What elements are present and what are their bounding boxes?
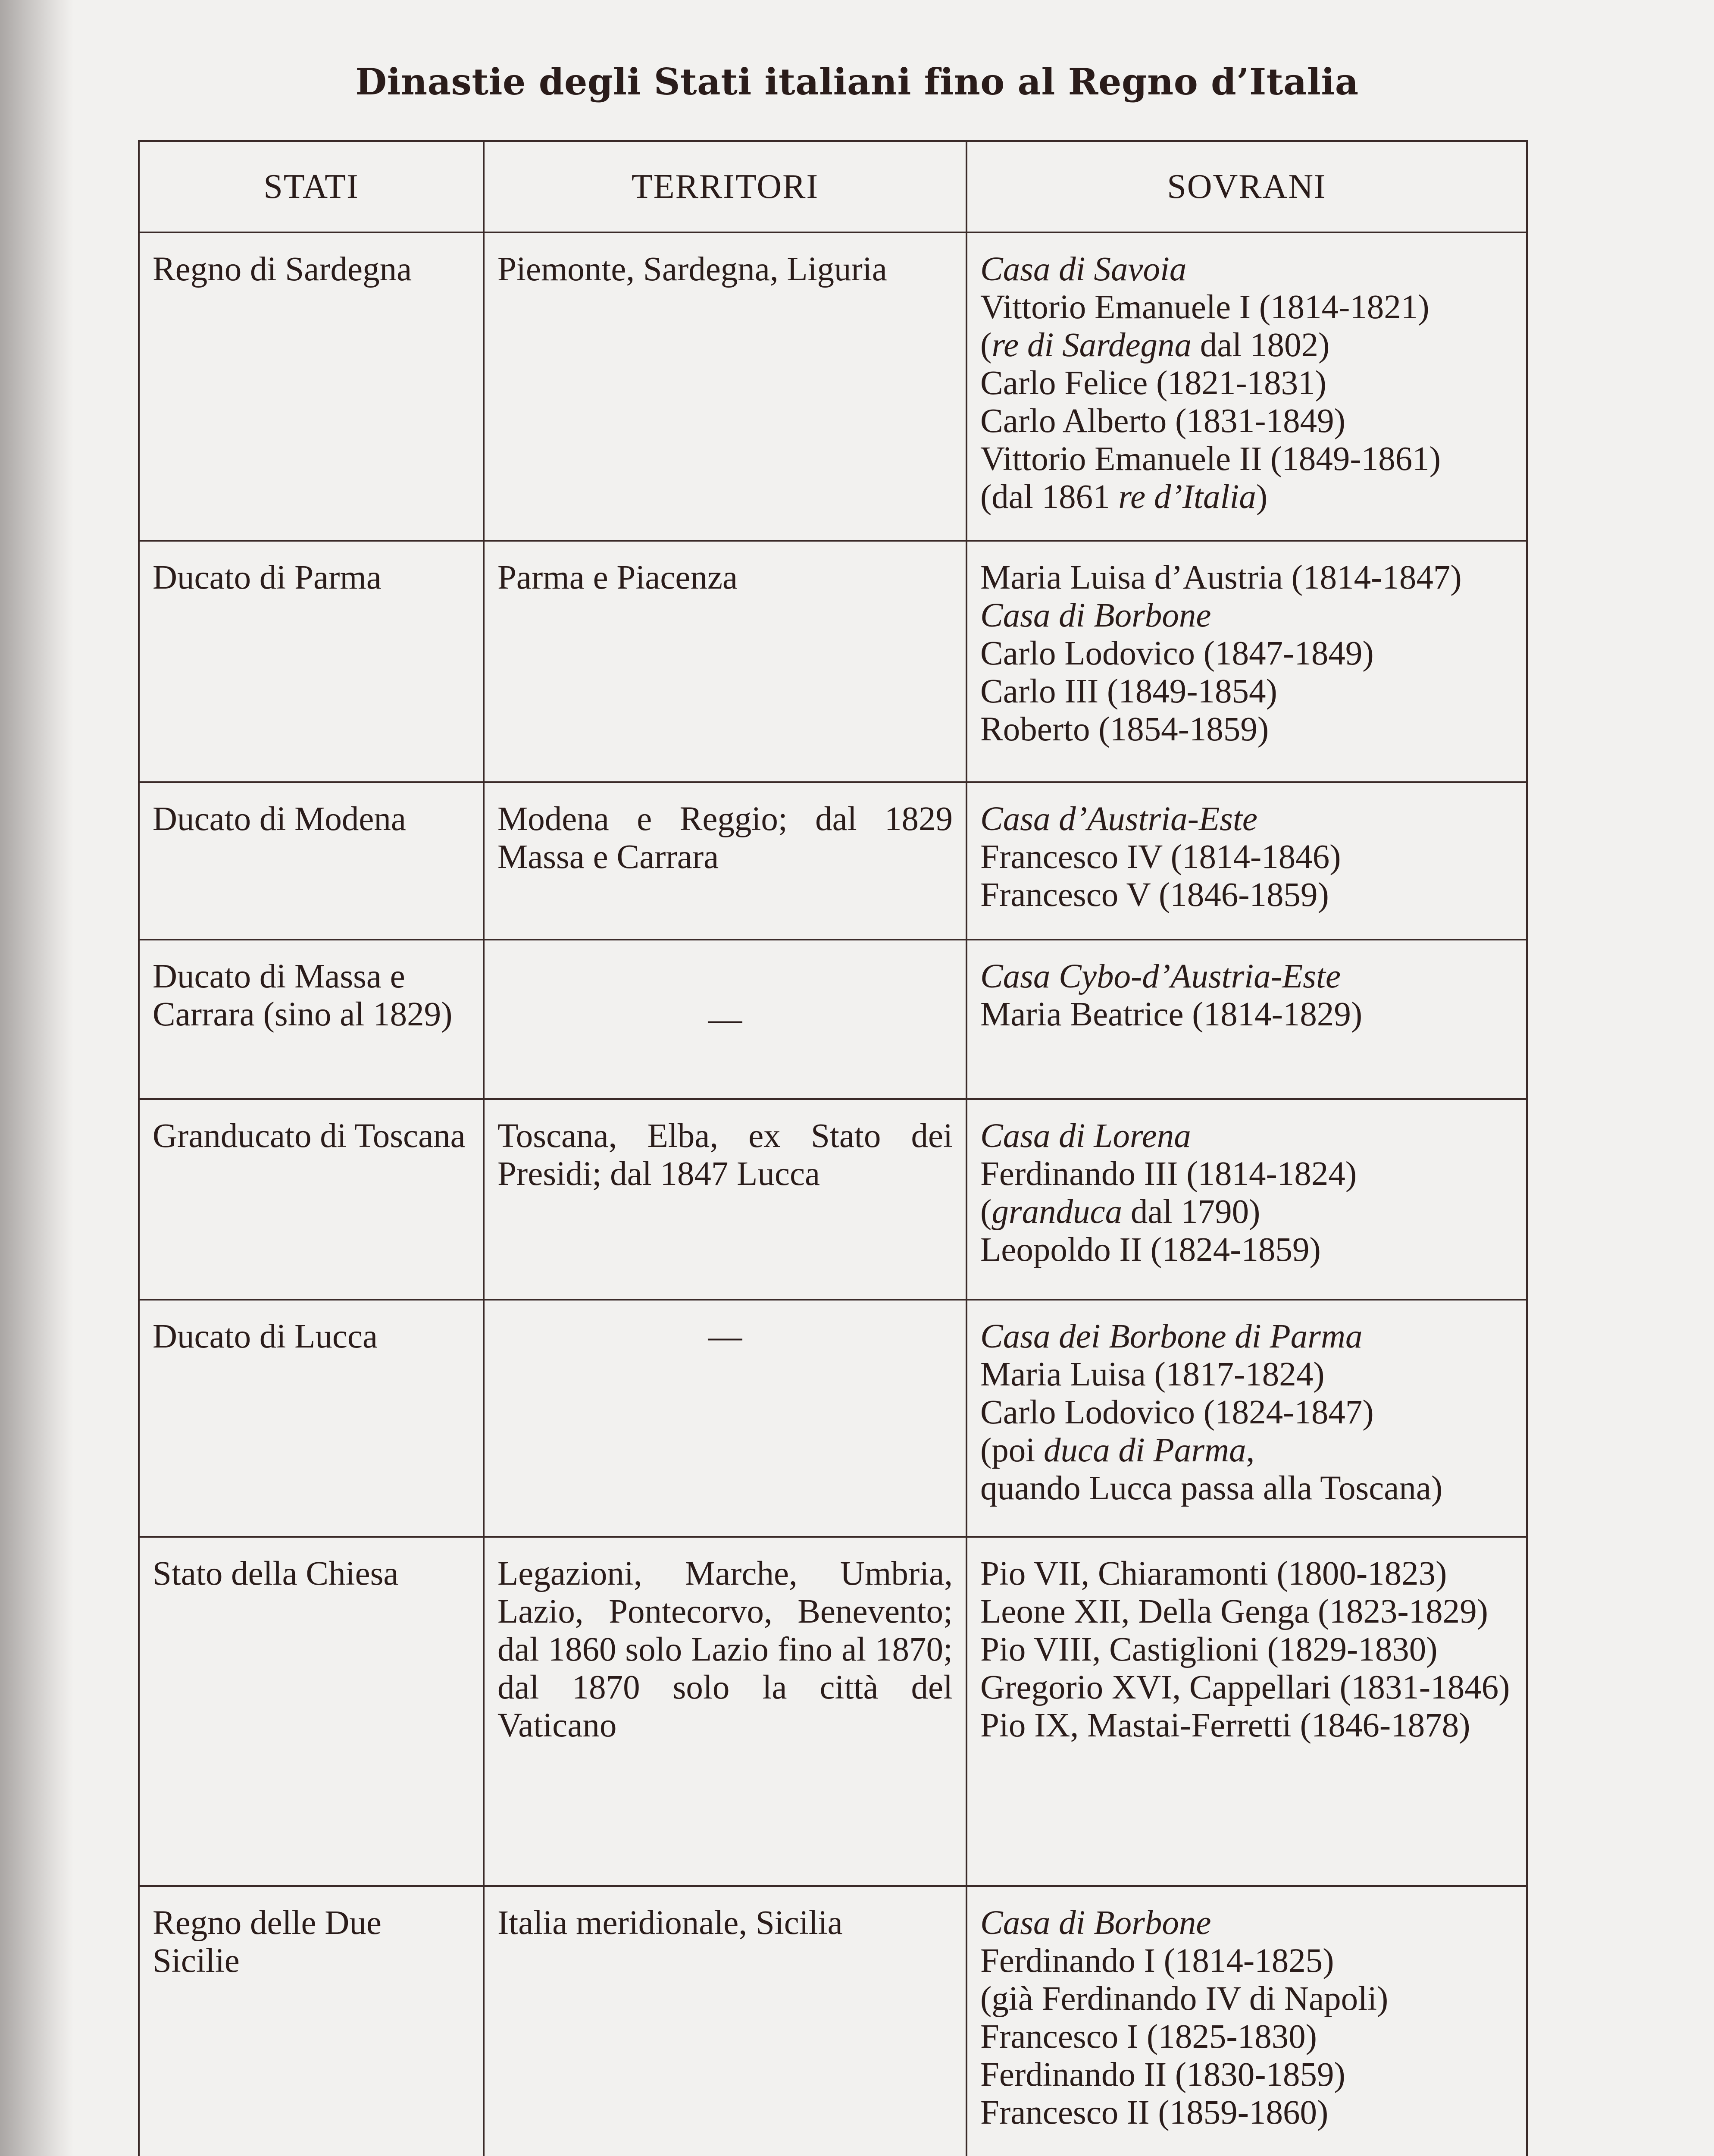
- ruler-note: (re di Sardegna dal 1802): [980, 326, 1330, 364]
- state-cell: Ducato di Massa e Carrara (sino al 1829): [139, 940, 484, 1099]
- ruler-line: Pio VII, Chiaramonti (1800-1823): [980, 1555, 1447, 1592]
- dynasty-house: Casa Cybo-d’Austria-Este: [980, 958, 1341, 995]
- dynasty-house: Casa di Borbone: [980, 597, 1211, 634]
- ruler-line: Maria Beatrice (1814-1829): [980, 996, 1363, 1033]
- territory-cell: Piemonte, Sardegna, Liguria: [484, 232, 966, 541]
- dynasties-table: [138, 140, 1528, 2156]
- table-header-row: [139, 141, 1527, 232]
- ruler-line: Francesco IV (1814-1846): [980, 838, 1341, 876]
- territory-cell: Parma e Piacenza: [484, 541, 966, 782]
- rulers-cell: [966, 782, 1527, 940]
- state-cell: Granducato di Toscana: [139, 1099, 484, 1300]
- table-row: [139, 541, 1527, 782]
- header-stati: STATI: [139, 141, 484, 232]
- dynasty-house: Casa d’Austria-Este: [980, 800, 1257, 838]
- ruler-line: Pio IX, Mastai-Ferretti (1846-1878): [980, 1707, 1470, 1744]
- ruler-note: (granduca dal 1790): [980, 1193, 1260, 1231]
- ruler-line: Carlo Felice (1821-1831): [980, 364, 1326, 402]
- ruler-line: Leone XII, Della Genga (1823-1829): [980, 1593, 1488, 1630]
- territory-cell: Italia meridionale, Sicilia: [484, 1886, 966, 2156]
- ruler-line: Roberto (1854-1859): [980, 711, 1269, 748]
- page-title: Dinastie degli Stati italiani fino al Regno d’Italia: [355, 60, 1359, 103]
- ruler-line: Vittorio Emanuele I (1814-1821): [980, 288, 1429, 326]
- page-binding-shadow: [0, 0, 73, 2156]
- ruler-line: Francesco I (1825-1830): [980, 2018, 1317, 2056]
- territory-cell: Modena e Reggio; dal 1829 Massa e Carrara: [484, 782, 966, 940]
- territory-cell: Toscana, Elba, ex Stato dei Presidi; dal 1847 Lucca: [484, 1099, 966, 1300]
- ruler-line: Ferdinando III (1814-1824): [980, 1155, 1357, 1193]
- table-row: [139, 1886, 1527, 2156]
- ruler-note: quando Lucca passa alla Toscana): [980, 1470, 1443, 1507]
- rulers-cell: [966, 1099, 1527, 1300]
- header-sovrani: SOVRANI: [966, 141, 1527, 232]
- ruler-line: Ferdinando I (1814-1825): [980, 1942, 1334, 1980]
- table-row: [139, 1300, 1527, 1537]
- italic-title: granduca: [991, 1193, 1123, 1231]
- territory-cell: —: [484, 1300, 966, 1537]
- ruler-line: Vittorio Emanuele II (1849-1861): [980, 440, 1441, 478]
- state-cell: Ducato di Modena: [139, 782, 484, 940]
- ruler-note: (poi duca di Parma,: [980, 1432, 1255, 1469]
- italic-title: re d’Italia: [1118, 478, 1256, 516]
- table-row: [139, 1099, 1527, 1300]
- state-cell: Ducato di Parma: [139, 541, 484, 782]
- state-cell: Regno di Sardegna: [139, 232, 484, 541]
- table-row: [139, 940, 1527, 1099]
- rulers-cell: [966, 1300, 1527, 1537]
- table-row: [139, 782, 1527, 940]
- ruler-note: (già Ferdinando IV di Napoli): [980, 1980, 1389, 2018]
- ruler-line: Carlo Alberto (1831-1849): [980, 402, 1345, 440]
- ruler-note: (dal 1861 re d’Italia): [980, 478, 1268, 516]
- ruler-line: Maria Luisa d’Austria (1814-1847): [980, 559, 1462, 596]
- dynasty-house: Casa di Borbone: [980, 1904, 1211, 1942]
- ruler-line: Pio VIII, Castiglioni (1829-1830): [980, 1631, 1438, 1668]
- territory-cell: Legazioni, Marche, Umbria, Lazio, Pontecorvo, Benevento; dal 1860 solo Lazio fino al 1870; dal 1870 solo la città del Vaticano: [484, 1537, 966, 1886]
- ruler-line: Ferdinando II (1830-1859): [980, 2056, 1345, 2093]
- territory-cell: —: [484, 940, 966, 1099]
- dynasty-house: Casa di Lorena: [980, 1117, 1191, 1155]
- rulers-cell: [966, 940, 1527, 1099]
- ruler-line: Gregorio XVI, Cappellari (1831-1846): [980, 1669, 1510, 1706]
- italic-title: duca di Parma: [1044, 1432, 1246, 1469]
- table-row: [139, 232, 1527, 541]
- rulers-cell: [966, 1886, 1527, 2156]
- italic-title: re di Sardegna: [991, 326, 1192, 364]
- dynasty-house: Casa di Savoia: [980, 251, 1187, 288]
- state-cell: Regno delle Due Sicilie: [139, 1886, 484, 2156]
- header-territori: TERRITORI: [484, 141, 966, 232]
- state-cell: Stato della Chiesa: [139, 1537, 484, 1886]
- ruler-line: Francesco II (1859-1860): [980, 2094, 1329, 2131]
- table-row: [139, 1537, 1527, 1886]
- ruler-line: Leopoldo II (1824-1859): [980, 1231, 1321, 1269]
- state-cell: Ducato di Lucca: [139, 1300, 484, 1537]
- rulers-cell: [966, 541, 1527, 782]
- rulers-cell: [966, 232, 1527, 541]
- ruler-line: Carlo Lodovico (1847-1849): [980, 635, 1374, 672]
- ruler-line: Carlo III (1849-1854): [980, 673, 1277, 710]
- rulers-cell: [966, 1537, 1527, 1886]
- dynasty-house: Casa dei Borbone di Parma: [980, 1318, 1363, 1355]
- ruler-line: Maria Luisa (1817-1824): [980, 1356, 1325, 1393]
- ruler-line: Carlo Lodovico (1824-1847): [980, 1394, 1374, 1431]
- ruler-line: Francesco V (1846-1859): [980, 876, 1329, 914]
